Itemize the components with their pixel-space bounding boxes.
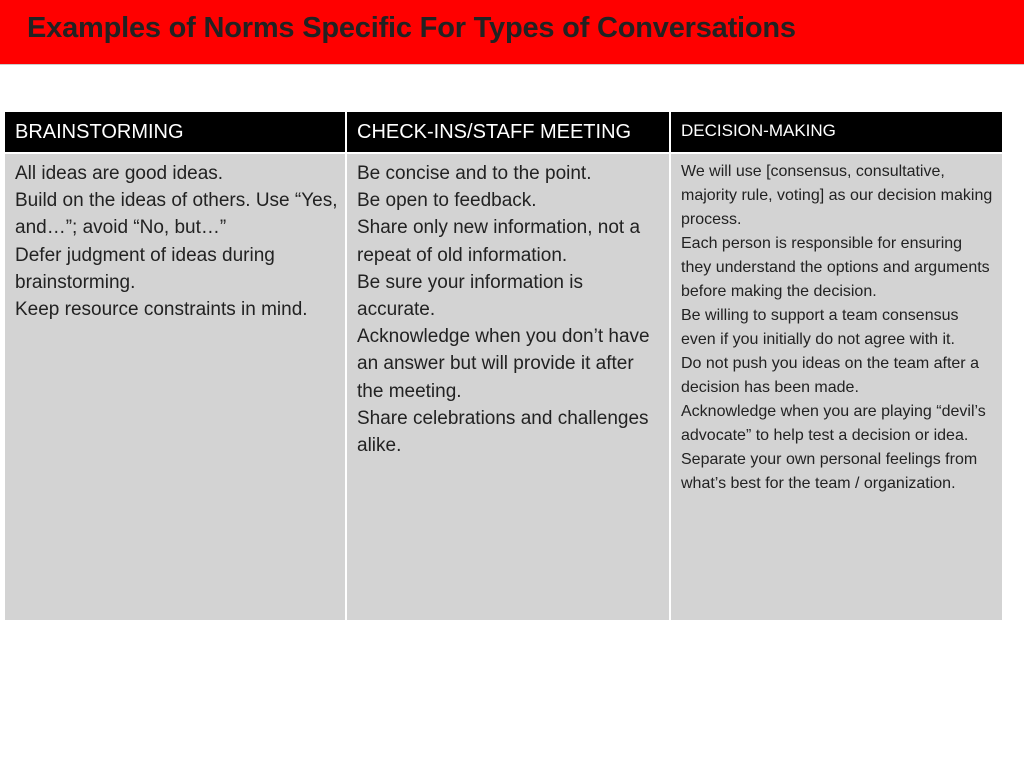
decision-making-cell — [670, 153, 1003, 621]
decision-making-norms-list — [681, 160, 996, 496]
list-item: All ideas are good ideas. — [15, 163, 224, 184]
table-header-row — [4, 111, 1003, 153]
table-body-row — [4, 153, 1003, 621]
list-item: Acknowledge when you are playing “devil’s advocate” to help test a decision or idea. — [681, 403, 986, 444]
list-item: Separate your own personal feelings from what’s best for the team / organization. — [681, 451, 978, 492]
list-item: Do not push you ideas on the team after a decision has been made. — [681, 355, 979, 396]
check-ins-norms-list — [357, 160, 663, 459]
list-item: Be concise and to the point. — [357, 163, 592, 184]
list-item: Share celebrations and challenges alike. — [357, 407, 649, 457]
title-bar — [0, 0, 1024, 64]
norms-table — [3, 110, 1004, 622]
column-header-decision-making: DECISION-MAKING — [670, 111, 1003, 153]
list-item: Be willing to support a team consensus even if you initially do not agree with it. — [681, 307, 959, 348]
list-item: Each person is responsible for ensuring they understand the options and arguments before making the decision. — [681, 235, 990, 300]
list-item: Be open to feedback. — [357, 190, 537, 212]
column-header-brainstorming: BRAINSTORMING — [4, 111, 346, 153]
list-item: Defer judgment of ideas during brainstorming. — [15, 244, 275, 293]
list-item: We will use [consensus, consultative, majority rule, voting] as our decision making process. — [681, 163, 993, 228]
list-item: Keep resource constraints in mind. — [15, 299, 308, 321]
list-item: Be sure your information is accurate. — [357, 271, 583, 321]
list-item: Share only new information, not a repeat of old information. — [357, 217, 641, 266]
title-divider — [0, 64, 1024, 65]
list-item: Build on the ideas of others. Use “Yes, and…”; avoid “No, but…” — [15, 190, 338, 239]
list-item: Acknowledge when you don’t have an answer but will provide it after the meeting. — [357, 326, 650, 402]
brainstorming-norms-list — [15, 160, 339, 323]
slide-title: Examples of Norms Specific For Types of Conversations — [27, 12, 796, 44]
brainstorming-cell — [4, 153, 346, 621]
check-ins-cell — [346, 153, 670, 621]
column-header-check-ins: CHECK-INS/STAFF MEETING — [346, 111, 670, 153]
